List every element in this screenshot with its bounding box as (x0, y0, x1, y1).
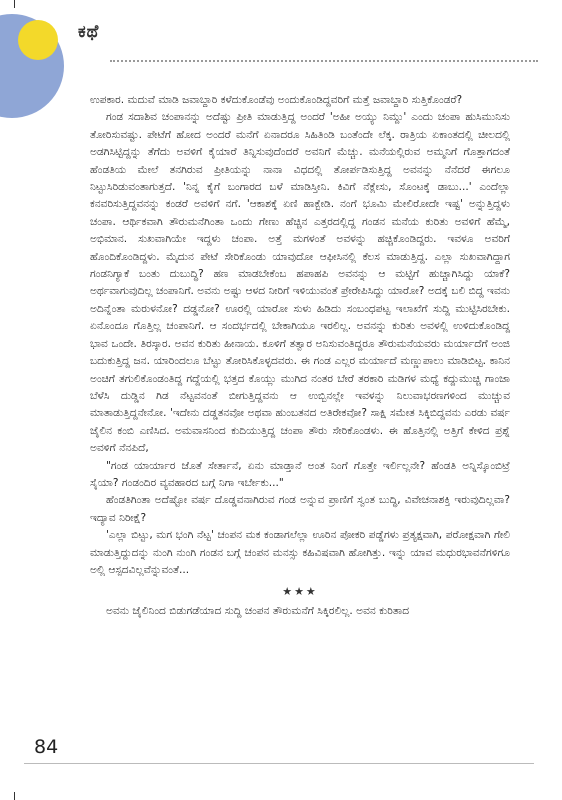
paragraph: ಅವನು ಜೈಲಿನಿಂದ ಬಿಡುಗಡೆಯಾದ ಸುದ್ದಿ ಚಂಪನ ತೌರುಮನೆಗೆ ಸಿಕ್ಕಿರಲಿಲ್ಲ. ಅವನ ಕುರಿತಾದ (106, 604, 410, 617)
footer-rule (24, 763, 534, 764)
crop-mark-bottom (14, 792, 15, 800)
section-title: ಕಥೆ (78, 22, 100, 42)
paragraph: 'ಎಲ್ಲಾ ಬಿಟ್ಟು, ಮಗ ಭಂಗಿ ನೆಟ್ಟ' ಚಂಪನ ಮಕ ಕಂಡಾಗಲೆಲ್ಲಾ ಊರಿನ ಪೋಕರಿ ಪಡ್ಡೆಗಳು ಪ್ರತ್ಯಕ್ಷವಾಗಿ, ಪರೋಕ್ಷವಾಗಿ ಗೇಲಿ ಮಾಡುತ್ತಿದ್ದುದನ್ನು ನುಂಗಿ ನುಂಗಿ ಗಂಡನ ಬಗ್ಗೆ ಚಂಪನ ಮನಸ್ಸು ಕಹಿವಿಷವಾಗಿ ಹೋಗಿತ್ತು. ಇನ್ನು ಯಾವ ಮಧುರಭಾವನೆಗಳಿಗೂ ಅಲ್ಲಿ ಆಸ್ಪದವಿಲ್ಲವೆನ್ನುವಂತೆ... (90, 529, 510, 576)
paragraph: ಗಂಡ ಸದಾಶಿವ ಚಂಪಾನನ್ನು ಅದೆಷ್ಟು ಪ್ರೀತಿ ಮಾಡುತ್ತಿದ್ದ ಅಂದರೆ 'ಅಹೀ ಅಯ್ಯು ನಿಮ್ದು' ಎಂದು ಚಂಪಾ ಹುಸಿಮುನಿಸು ತೋರಿಸುವಷ್ಟು. ಪೇಟೆಗೆ ಹೋದ ಅಂದರೆ ಮನೆಗೆ ಏನಾದರೂ ಸಿಹಿತಿಂಡಿ ಬಂತೆಂದೇ ಲೆಕ್ಕ. ರಾತ್ರಿಯ ಏಕಾಂತದಲ್ಲಿ ಚೀಲದಲ್ಲಿ ಅಡಗಿಸಿಟ್ಟಿದ್ದನ್ನು ತೆಗೆದು ಅವಳಿಗೆ ಕೈಯಾರೆ ತಿನ್ನಿಸುವುದೆಂದರೆ ಅವನಿಗೆ ಮೆಚ್ಚು. ಮನೆಯಲ್ಲಿರುವ ಅಮ್ಮನಿಗೆ ಗೊತ್ತಾಗದಂತೆ ಹೆಂಡತಿಯ ಮೇಲೆ ತನಗಿರುವ ಪ್ರೀತಿಯನ್ನು ನಾನಾ ವಿಧದಲ್ಲಿ ತೋರ್ಪಡಿಸುತ್ತಿದ್ದ ಅವನನ್ನು ನೆನೆದರೆ ಈಗಲೂ ನಿಟ್ಟುಸಿರಿಡುವಂತಾಗುತ್ತದೆ. 'ನಿನ್ನ ಕೈಗೆ ಬಂಗಾರದ ಬಳೆ ಮಾಡಿಸ್ತೀನಿ. ಕಿವಿಗೆ ನೆಕ್ಲೇಸು, ಸೊಂಟಕ್ಕೆ ಡಾಬು...' ಎಂದೆಲ್ಲಾ ಕನವರಿಸುತ್ತಿದ್ದವನನ್ನು ಕಂಡರೆ ಅವಳಿಗೆ ನಗೆ. 'ಆಕಾಶಕ್ಕೆ ಏಣಿ ಹಾಕ್ಬೇಡಿ. ನಂಗೆ ಭೂಮಿ ಮೇಲಿರೋದೇ ಇಷ್ಟ' ಅನ್ನುತ್ತಿದ್ದಳು ಚಂಪಾ. ಆರ್ಥಿಕವಾಗಿ ತೌರುಮನೆಗಿಂತಾ ಒಂದು ಗೇಣು ಹೆಚ್ಚಿನ ಎತ್ತರದಲ್ಲಿದ್ದ ಗಂಡನ ಮನೆಯ ಕುರಿತು ಅವಳಿಗೆ ಹೆಮ್ಮೆ, ಅಭಿಮಾನ. ಸುಖವಾಗಿಯೇ ಇದ್ದಳು ಚಂಪಾ. ಅತ್ತೆ ಮಗಳಂತೆ ಅವಳನ್ನು ಹಚ್ಚಿಕೊಂಡಿದ್ದರು. ಇವಳೂ ಅವರಿಗೆ ಹೊಂದಿಕೊಂಡಿದ್ದಳು. ಮೈದುನ ಪೇಟೆ ಸೇರಿಕೊಂಡು ಯಾವುದೋ ಆಫೀಸಿನಲ್ಲಿ ಕೆಲಸ ಮಾಡುತ್ತಿದ್ದ. ಎಲ್ಲಾ ಸುಖವಾಗಿದ್ದಾಗ ಗಂಡನಿಗ್ಯಾಕೆ ಬಂತು ದುಬುದ್ಧಿ? ಹಣ ಮಾಡಬೇಕೆಂಬ ಹಪಾಹಪಿ ಅವನನ್ನು ಆ ಮಟ್ಟಿಗೆ ಹುಚ್ಚಾಗಿಸಿದ್ದು ಯಾಕೆ? ಅರ್ಥವಾಗುವುದಿಲ್ಲ ಚಂಪಾನಿಗೆ. ಅವನು ಅಷ್ಟು ಆಳದ ನೀರಿಗೆ ಇಳಿಯುವಂತೆ ಪ್ರೇರೇಪಿಸಿದ್ದು ಯಾರೋ? ಅದಕ್ಕೆ ಬಲಿ ಬಿದ್ದ ಇವನು ಅದಿನ್ನೆಂತಾ ಮರುಳನೋ? ದಡ್ಡನೋ? ಊರಲ್ಲಿ ಯಾರೋ ಸುಳು ಹಿಡಿದು ಸಂಬಂಧಪಟ್ಟ ಇಲಾಖೆಗೆ ಸುದ್ದಿ ಮುಟ್ಟಿಸಿರಬೇಕು. ಏನೊಂದೂ ಗೊತ್ತಿಲ್ಲ ಚಂಪಾನಿಗೆ. ಆ ಸಂದರ್ಭದಲ್ಲಿ ಬೇಕಾಗಿಯೂ ಇರಲಿಲ್ಲ. ಅವನನ್ನು ಕುರಿತು ಅವಳಲ್ಲಿ ಉಳಿದುಕೊಂಡಿದ್ದ ಭಾವ ಒಂದೇ. ತಿರಸ್ಕಾರ. ಅವನ ಕುರಿತು ಹೀನಾಯ. ಕೂಳಿಗೆ ತತ್ವಾರ ಅನಿಸುವಂತಿದ್ದರೂ ತೌರುಮನೆಯವರು ಮರ್ಯಾದೆಗೆ ಅಂಜಿ ಬದುಕುತ್ತಿದ್ದ ಜನ. ಯಾರಿಂದಲೂ ಬೆಟ್ಟು ತೋರಿಸಿಕೊಳ್ಳದವರು. ಈ ಗಂಡ ಎಲ್ಲರ ಮರ್ಯಾದೆ ಮಣ್ಣುಪಾಲು ಮಾಡಿಬಿಟ್ಟ. ಕಾನಿನ ಅಂಚಿಗೆ ತಗುಲಿಕೊಂಡಂತಿದ್ದ ಗದ್ದೆಯಲ್ಲಿ ಭತ್ತದ ಕೊಯ್ಲು ಮುಗಿದ ನಂತರ ಬೇರೆ ತರಕಾರಿ ಮಡಿಗಳ ಮಧ್ಯೆ ಕದ್ದುಮುಚ್ಚಿ ಗಾಂಜಾ ಬೆಳೆಸಿ ದುಡ್ಡಿನ ಗಿಡ ನೆಟ್ಟವನಂತೆ ಬೀಗುತ್ತಿದ್ದವನು ಆ ಉಬ್ಬಿನಲ್ಲೇ ಇವಳನ್ನು ನಿಲುವಾಭರಣಗಳಿಂದ ಮುಚ್ಚುವ ಮಾತಾಡುತ್ತಿದ್ದನೇನೋ. 'ಇದೇನು ದಡ್ಡತನವೋ ಅಥವಾ ಹುಂಬತನದ ಅತಿರೇಕವೋ? ಸಾಕ್ಷಿ ಸಮೇತ ಸಿಕ್ಕಿಬಿದ್ದವನು ಎರಡು ವರ್ಷ ಜೈಲಿನ ಕಂಬಿ ಎಣಿಸಿದ. ಅಮವಾಸನಿಂದ ಕುದಿಯುತ್ತಿದ್ದ ಚಂಪಾ ತೌರು ಸೇರಿಕೊಂಡಳು. ಈ ಹೊತ್ತಿನಲ್ಲಿ ಅತ್ತಿಗೆ ಕೇಳಿದ ಪ್ರಶ್ನೆ ಅವಳಿಗೆ ನೆನಪಿದೆ, (90, 111, 510, 455)
decorative-yellow-circle (18, 20, 58, 60)
crop-mark-top (14, 0, 15, 8)
page-number: 84 (34, 736, 59, 758)
article-body (90, 92, 510, 620)
paragraph: "ಗಂಡ ಯಾರ್ಯಾರ ಜೊತೆ ಸೇರ್ತಾನೆ, ಏನು ಮಾಡ್ತಾನೆ ಅಂತ ನಿಂಗೆ ಗೊತ್ತೇ ಇರ್ಲಿಲ್ಲನೇ? ಹೆಂಡತಿ ಅನ್ನಿಸ್ಕೊಂಬಿಟ್ರೆ ಸೈಯಾ? ಗಂಡಂದಿರ ವ್ಯವಹಾರದ ಬಗ್ಗೆ ನಿಗಾ ಇರ್ಬೇಕು..." (90, 459, 510, 489)
section-separator: ★★★ (282, 585, 318, 599)
paragraph: ಉಪಕಾರ. ಮದುವೆ ಮಾಡಿ ಜವಾಬ್ದಾರಿ ಕಳೆದುಕೊಂಡೆವು ಅಂದುಕೊಂಡಿದ್ದವರಿಗೆ ಮತ್ತೆ ಜವಾಬ್ದಾರಿ ಸುತ್ತಿಕೊಂಡರೆ? (90, 94, 463, 106)
paragraph: ಹೆಂಡತಿಗಿಂತಾ ಅದೆಷ್ಟೋ ವರ್ಷ ದೊಡ್ಡವನಾಗಿರುವ ಗಂಡ ಅನ್ನುವ ಪ್ರಾಣಿಗೆ ಸ್ವಂತ ಬುದ್ಧಿ, ವಿವೇಚನಾಶಕ್ತಿ ಇರುವುದಿಲ್ಲವಾ? ಇದ್ಯಾವ ನಿರೀಕ್ಷೆ? (90, 494, 510, 524)
header-dotted-rule (110, 60, 538, 62)
